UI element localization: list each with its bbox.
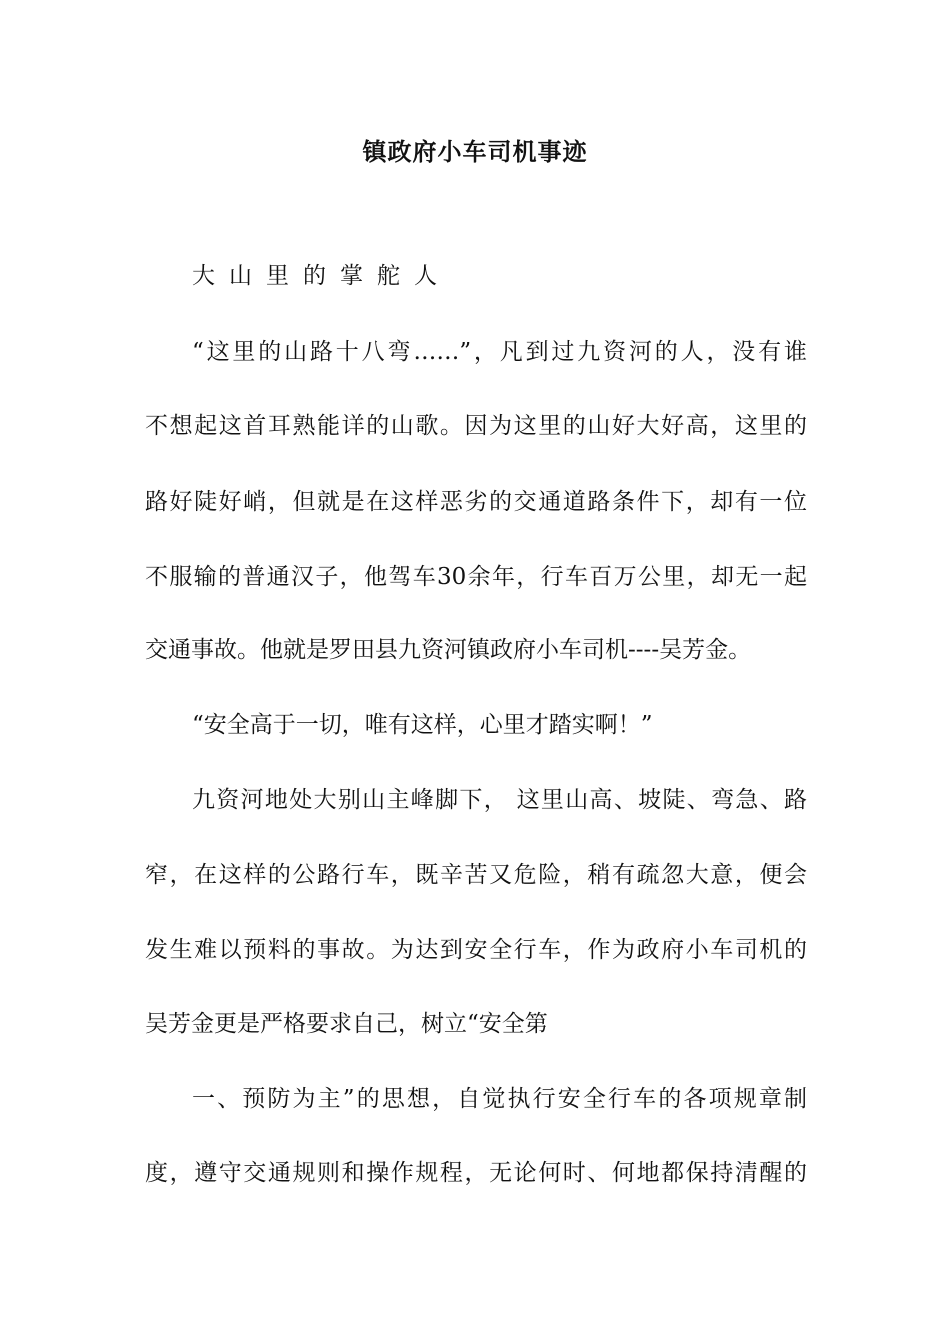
paragraph-line-5: 交通事故。他就是罗田县九资河镇政府小车司机----吴芳金。 xyxy=(145,637,752,663)
document-subtitle: 大山里的掌舵人 xyxy=(192,263,451,289)
document-title: 镇政府小车司机事迹 xyxy=(362,137,588,166)
paragraph-line-10: 一、预防为主”的思想，自觉执行安全行车的各项规章制 xyxy=(192,1086,807,1112)
paragraph-line-4: 不服输的普通汉子，他驾车30余年，行车百万公里，却无一起 xyxy=(145,564,807,590)
paragraph-line-2: 不想起这首耳熟能详的山歌。因为这里的山好大好高，这里的 xyxy=(145,413,807,439)
quote-line: “安全高于一切，唯有这样，心里才踏实啊！” xyxy=(192,712,653,738)
paragraph-line-8: 发生难以预料的事故。为达到安全行车，作为政府小车司机的 xyxy=(145,937,807,963)
paragraph-line-1: “这里的山路十八弯……”，凡到过九资河的人，没有谁 xyxy=(192,339,807,365)
paragraph-line-11: 度，遵守交通规则和操作规程，无论何时、何地都保持清醒的 xyxy=(145,1160,807,1186)
paragraph-line-3: 路好陡好峭，但就是在这样恶劣的交通道路条件下，却有一位 xyxy=(145,489,807,515)
paragraph-line-6: 九资河地处大别山主峰脚下， 这里山高、坡陡、弯急、路 xyxy=(192,787,807,813)
paragraph-line-9: 吴芳金更是严格要求自己，树立“安全第 xyxy=(145,1011,548,1037)
paragraph-line-7: 窄，在这样的公路行车，既辛苦又危险，稍有疏忽大意，便会 xyxy=(145,862,807,888)
